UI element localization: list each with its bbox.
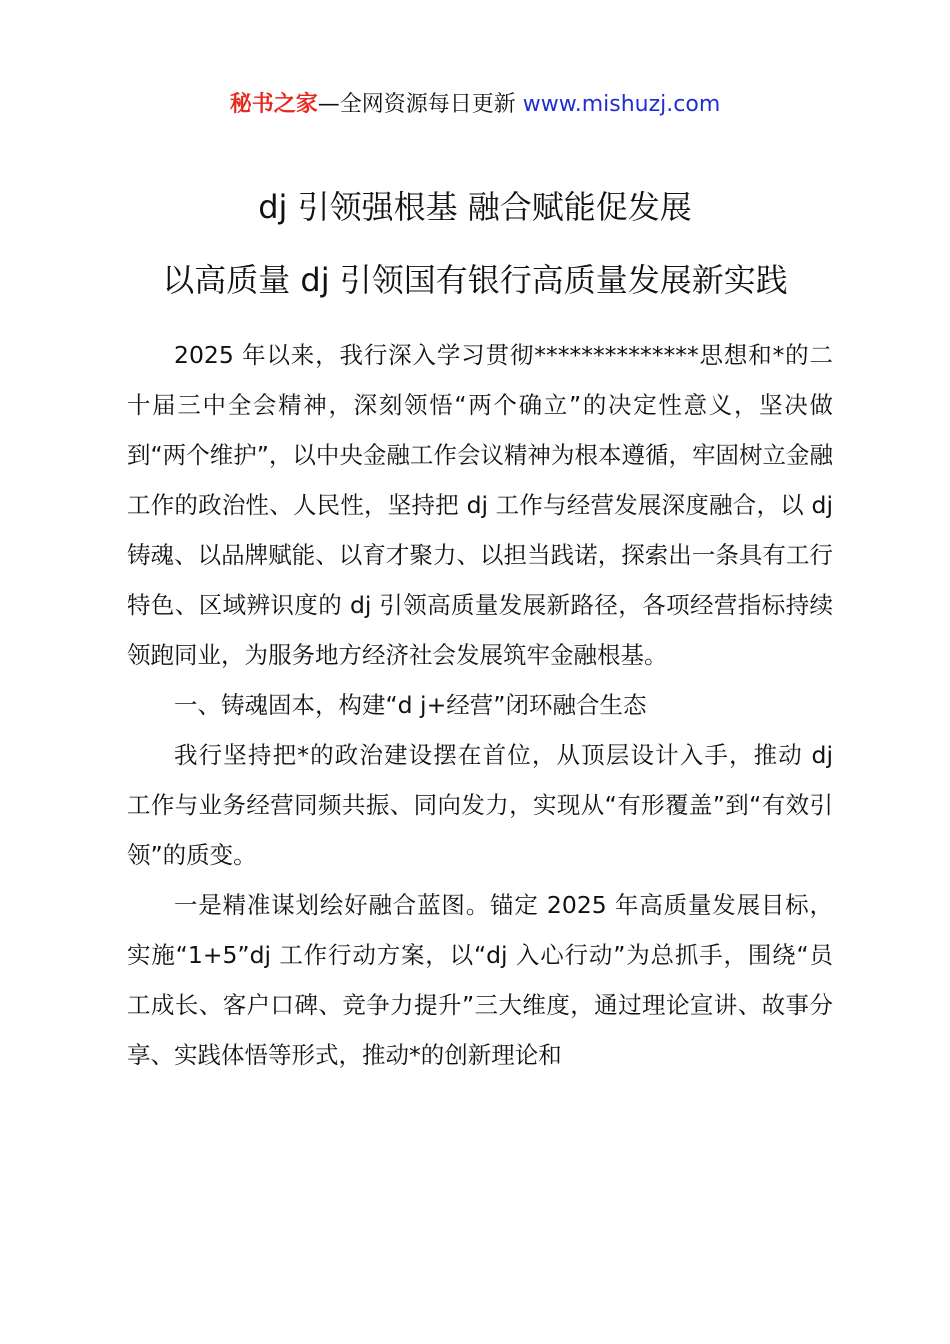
document-title-line-1: dj 引领强根基 融合赋能促发展: [258, 188, 692, 226]
document-title-line-2: 以高质量 dj 引领国有银行高质量发展新实践: [162, 261, 788, 299]
paragraph-intro: 2025 年以来，我行深入学习贯彻**************思想和*的二十届三中全会精神，深刻领悟“两个确立”的决定性意义，坚决做到“两个维护”，以中央金融工作会议精神为根本遵循，牢固树立金融工作的政治性、人民性，坚持把 dj 工作与经营发展深度融合，以 dj 铸魂、以品牌赋能、以育才聚力、以担当践诺，探索出一条具有工行特色、区域辨识度的 dj 引领高质量发展新路径，各项经营指标持续领跑同业，为服务地方经济社会发展筑牢金融根基。: [127, 341, 833, 669]
site-url-link[interactable]: www.mishuzj.com: [522, 92, 721, 117]
paragraph-point-1: 一是精准谋划绘好融合蓝图。锚定 2025 年高质量发展目标，实施“1+5”dj 工作行动方案，以“dj 入心行动”为总抓手，围绕“员工成长、客户口碑、竞争力提升”三大维度，通过理论宣讲、故事分享、实践体悟等形式，推动*的创新理论和: [127, 891, 833, 1069]
paragraph-section-1-intro: 我行坚持把*的政治建设摆在首位，从顶层设计入手，推动 dj 工作与业务经营同频共振、同向发力，实现从“有形覆盖”到“有效引领”的质变。: [127, 741, 833, 869]
document-body: [127, 330, 833, 1080]
site-brand: 秘书之家: [229, 92, 318, 117]
section-heading-1: 一、铸魂固本，构建“d j+经营”闭环融合生态: [174, 691, 647, 719]
site-tagline: —全网资源每日更新: [317, 92, 523, 117]
site-header: [0, 88, 950, 122]
